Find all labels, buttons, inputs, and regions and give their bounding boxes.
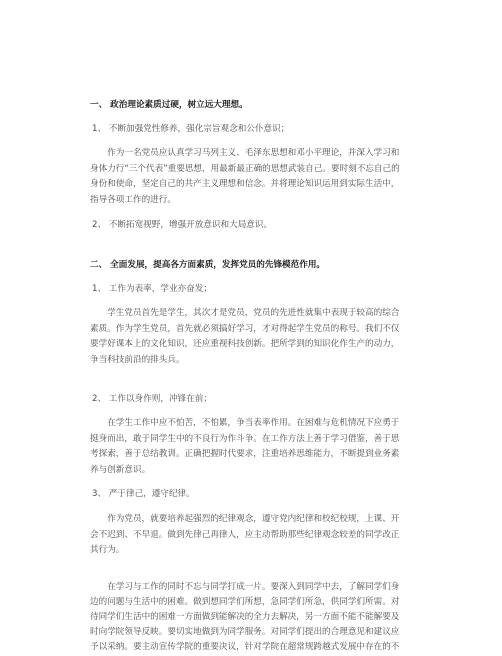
- section2-para4-line1: 在学习与工作的同时不忘与同学打成一片。要深入到同学中去，了解同学们身: [107, 582, 400, 592]
- section2-item3: 3、 严于律己，遵守纪律。: [92, 489, 195, 499]
- section2-para1-line2: 素质。作为学生党员，首先就必须搞好学习，才对得起学生党员的称号。我们不仅: [90, 324, 400, 334]
- section1-para1-line3: 身份和使命，坚定自己的共产主义理想和信念。并将理论知识运用到实际生活中，: [90, 179, 400, 189]
- section2-para3-line3: 其行为。: [90, 545, 125, 555]
- section2-para3-line1: 作为党员，就要培养起强烈的纪律观念，遵守党内纪律和校纪校规，上课、开: [107, 514, 400, 524]
- section2-heading: 二、 全面发展，提高各方面素质，发挥党员的先锋模范作用。: [90, 260, 326, 270]
- section2-para2-line3: 考探索，善于总结教训。正确把握时代要求，注重培养思维能力，不断提到业务素: [90, 449, 400, 459]
- section1-heading: 一、 政治理论素质过硬，树立远大理想。: [90, 100, 248, 110]
- section2-para4-line5: 予以采纳。要主动宣传学院的重要决议，针对学院在超常规跨越式发展中存在的不: [90, 642, 400, 652]
- section2-item1: 1、 工作为表率，学业亦奋发；: [92, 284, 212, 294]
- section2-para1-line3: 要学好课本上的文化知识，还应重视科技创新。把所学到的知识化作生产的动力，: [90, 339, 400, 349]
- section2-para4-line2: 边的问题与生活中的困难。做到想同学们所想，急同学们所急，供同学们所需。对: [90, 597, 400, 607]
- section2-item2: 2、 工作以身作则，冲锋在前；: [92, 394, 212, 404]
- section1-item2: 2、 不断拓宽视野，增强开放意识和大局意识。: [92, 220, 273, 230]
- section2-para3-line2: 会不迟到、不早退。做到先律己再律人，应主动帮助那些纪律观念较差的同学改正: [90, 530, 400, 540]
- section1-para1-line4: 指导各项工作的进行。: [90, 195, 176, 205]
- section1-para1-line1: 作为一名党员应认真学习马列主义、毛泽东思想和邓小平理论，并深入学习和: [107, 148, 400, 158]
- section2-para1-line4: 争当科技前沿的排头兵。: [90, 355, 185, 365]
- section2-para2-line1: 在学生工作中应不怕苦，不怕累，争当表率作用。在困难与危机情况下应勇于: [107, 418, 400, 428]
- section2-para2-line2: 挺身而出，敢于同学生中的不良行为作斗争。在工作方法上善于学习借鉴，善于思: [90, 434, 400, 444]
- section2-para4-line4: 时向学院领导反映。要切实地做到为同学服务。对同学们提出的合理意见和建议应: [90, 627, 400, 637]
- section1-para1-line2: 身体力行“三个代表”重要思想，用最新最正确的思想武装自己。要时刻不忘自己的: [90, 164, 400, 174]
- section2-para1-line1: 学生党员首先是学生，其次才是党员，党员的先进性就集中表现于较高的综合: [107, 308, 400, 318]
- section2-para4-line3: 待同学们生活中的困难一方面做到能解决的全力去解决，另一方面不能不能解要及: [90, 612, 400, 622]
- section1-item1: 1、 不断加强党性修养，强化宗旨观念和公仆意识；: [92, 124, 290, 134]
- section2-para2-line4: 养与创新意识。: [90, 465, 151, 475]
